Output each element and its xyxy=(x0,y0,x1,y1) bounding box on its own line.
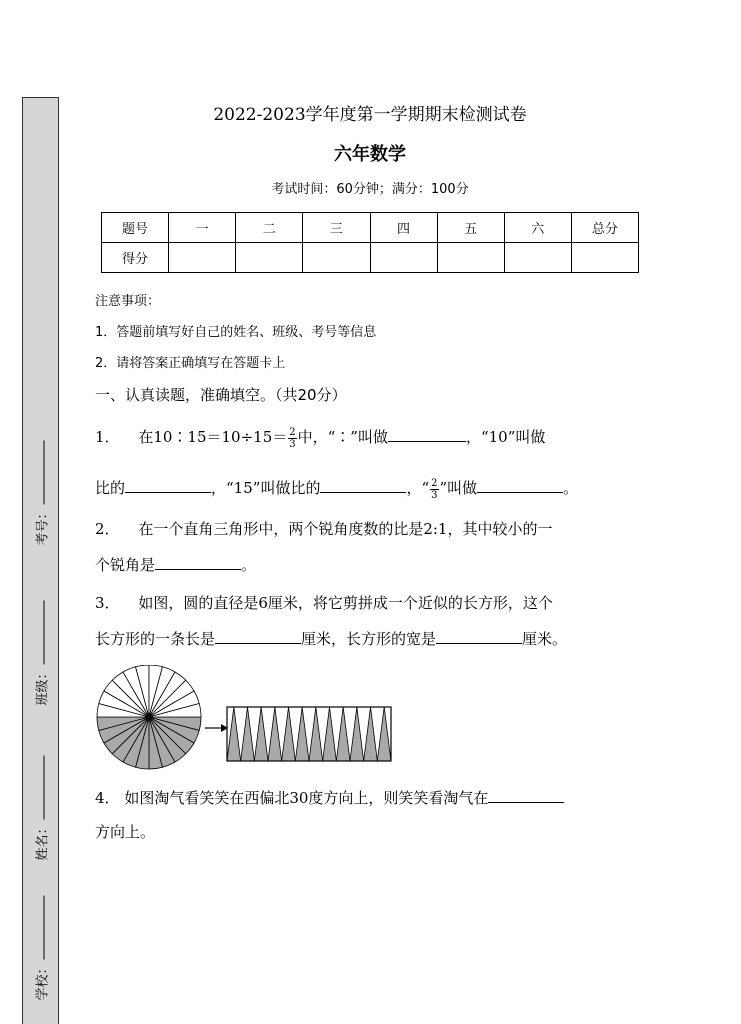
class-label: 班级： xyxy=(35,666,51,706)
school-label: 学校： xyxy=(35,961,51,1001)
arrow-icon xyxy=(205,724,228,732)
fraction-numerator: 2 xyxy=(431,477,438,489)
question-text: ，“ xyxy=(406,479,430,497)
score-cell: 六 xyxy=(504,213,571,243)
answer-blank[interactable] xyxy=(155,553,241,570)
rectangle-sector xyxy=(364,707,378,761)
rectangle-sector xyxy=(254,707,268,761)
score-table-header-row xyxy=(102,213,639,243)
question-number: 2． xyxy=(95,520,120,538)
fraction-denominator: 3 xyxy=(431,489,438,501)
fraction xyxy=(430,478,438,501)
fraction-numerator: 2 xyxy=(289,426,296,438)
question-text: 。 xyxy=(563,479,579,497)
question-text: 方向上。 xyxy=(95,823,156,841)
question-1-line-2 xyxy=(95,476,578,501)
exam-number-line xyxy=(44,440,45,504)
question-text: 厘米。 xyxy=(522,630,568,648)
score-cell: 五 xyxy=(437,213,504,243)
score-cell: 四 xyxy=(370,213,437,243)
rectangle-sector xyxy=(227,707,241,761)
rectangle-sector xyxy=(336,707,350,761)
question-2-line-1 xyxy=(95,518,552,540)
question-4-line-2 xyxy=(95,821,155,843)
score-input-cell[interactable] xyxy=(303,243,370,273)
question-text: 个锐角是 xyxy=(95,556,156,574)
score-table-score-row xyxy=(102,243,639,273)
rectangle-sector xyxy=(323,707,337,761)
question-number: 3． xyxy=(95,594,120,612)
score-input-cell[interactable] xyxy=(236,243,303,273)
score-input-cell[interactable] xyxy=(370,243,437,273)
score-cell: 一 xyxy=(169,213,236,243)
question-3-line-2 xyxy=(95,627,567,650)
score-cell: 二 xyxy=(236,213,303,243)
answer-blank[interactable] xyxy=(477,476,563,493)
score-input-cell[interactable] xyxy=(571,243,638,273)
question-text: 如图，圆的直径是6厘米，将它剪拼成一个近似的长方形，这个 xyxy=(138,594,553,612)
score-table xyxy=(101,212,639,273)
class-field[interactable] xyxy=(32,600,51,705)
rectangle-sector xyxy=(268,707,282,761)
question-text: 厘米，长方形的宽是 xyxy=(301,630,437,648)
question-text: ，“15”叫做比的 xyxy=(211,479,321,497)
score-cell: 题号 xyxy=(102,213,169,243)
question-text: ，“10”叫做 xyxy=(465,428,546,446)
score-cell: 三 xyxy=(303,213,370,243)
notes-item: 2．请将答案正确填写在答题卡上 xyxy=(95,356,286,371)
rectangle-sector xyxy=(377,707,391,761)
answer-blank[interactable] xyxy=(388,425,466,442)
sector-circle xyxy=(97,665,201,769)
exam-meta: 考试时间：60分钟；满分：100分 xyxy=(271,182,469,197)
question-text: 在一个直角三角形中，两个锐角度数的比是2:1，其中较小的一 xyxy=(138,520,553,538)
fraction-denominator: 3 xyxy=(289,438,296,450)
exam-title: 2022-2023学年度第一学期期末检测试卷 xyxy=(213,105,527,125)
question-1-line-1 xyxy=(95,425,545,450)
question-2-line-2 xyxy=(95,553,256,576)
exam-number-field[interactable] xyxy=(32,440,51,545)
score-cell: 得分 xyxy=(102,243,169,273)
question-text: 中，“∶”叫做 xyxy=(297,428,388,446)
name-label: 姓名： xyxy=(35,821,51,861)
section-heading: 一、认真读题，准确填空。（共20分） xyxy=(95,386,347,404)
rectangle-sector xyxy=(350,707,364,761)
question-text: 。 xyxy=(241,556,257,574)
answer-blank[interactable] xyxy=(215,627,301,644)
school-line xyxy=(44,895,45,959)
score-input-cell[interactable] xyxy=(437,243,504,273)
class-line xyxy=(44,600,45,664)
notes-item: 1．答题前填写好自己的姓名、班级、考号等信息 xyxy=(95,325,377,340)
name-line xyxy=(44,755,45,819)
question-3-line-1 xyxy=(95,592,553,614)
score-input-cell[interactable] xyxy=(169,243,236,273)
fraction xyxy=(288,427,296,450)
question-text: 如图淘气看笑笑在西偏北30度方向上，则笑笑看淘气在 xyxy=(124,789,489,807)
rectangle-sector xyxy=(309,707,323,761)
school-field[interactable] xyxy=(32,895,51,1000)
rectangle-sector xyxy=(295,707,309,761)
question-number: 1． xyxy=(95,428,120,446)
question-text: 长方形的一条长是 xyxy=(95,630,216,648)
rectangle-sector xyxy=(282,707,296,761)
rectangle-sector xyxy=(241,707,255,761)
name-field[interactable] xyxy=(32,755,51,860)
exam-number-label: 考号： xyxy=(35,506,51,546)
exam-subject: 六年数学 xyxy=(334,144,406,165)
score-cell: 总分 xyxy=(571,213,638,243)
answer-blank[interactable] xyxy=(436,627,522,644)
circle-to-rectangle-figure xyxy=(95,665,395,775)
score-input-cell[interactable] xyxy=(504,243,571,273)
answer-blank[interactable] xyxy=(488,786,564,803)
question-4-line-1 xyxy=(95,786,564,809)
rearranged-rectangle xyxy=(227,707,391,761)
binding-margin-sidebar xyxy=(22,97,59,1024)
question-text: ”叫做 xyxy=(439,479,478,497)
question-text: 比的 xyxy=(95,479,126,497)
question-number: 4． xyxy=(95,789,120,807)
notes-title: 注意事项： xyxy=(95,294,161,309)
question-text: 在10∶15＝10÷15＝ xyxy=(138,428,288,446)
answer-blank[interactable] xyxy=(320,476,406,493)
answer-blank[interactable] xyxy=(125,476,211,493)
